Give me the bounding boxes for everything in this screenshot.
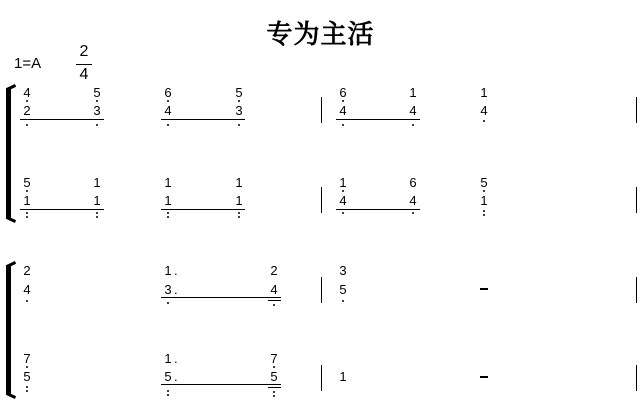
augmentation-dot: . — [174, 263, 178, 278]
note: 5 — [93, 85, 101, 100]
rest-dash — [480, 376, 488, 378]
note: 4 — [339, 193, 347, 208]
beam-underline — [161, 297, 281, 298]
note: 6 — [164, 85, 172, 100]
octave-dot — [483, 214, 485, 216]
octave-dot — [96, 212, 98, 214]
bracket-tip-top — [6, 84, 16, 91]
note: 1 — [93, 193, 101, 208]
octave-dot — [167, 394, 169, 396]
beam-underline — [161, 209, 245, 210]
page-title: 专为主活 — [266, 20, 375, 50]
bar-line — [636, 277, 637, 303]
note: 5 — [339, 282, 347, 297]
note: 1 — [480, 85, 488, 100]
note: 1 — [235, 175, 243, 190]
note: 5 — [23, 369, 31, 384]
note: 7 — [270, 351, 278, 366]
beam-underline — [336, 209, 420, 210]
octave-dot — [26, 212, 28, 214]
octave-dot — [26, 386, 28, 388]
bar-line — [321, 187, 322, 213]
note: 4 — [23, 282, 31, 297]
octave-dot — [96, 100, 98, 102]
bracket-tip-bottom — [6, 216, 16, 223]
octave-dot — [483, 190, 485, 192]
octave-dot — [483, 210, 485, 212]
octave-dot — [273, 304, 275, 306]
note: 5 — [23, 175, 31, 190]
time-signature-bottom: 4 — [79, 66, 89, 83]
octave-dot — [26, 366, 28, 368]
octave-dot — [412, 124, 414, 126]
bracket-tip-bottom — [6, 392, 16, 399]
note: 1 — [480, 193, 488, 208]
rest-dash — [480, 288, 488, 290]
octave-dot — [342, 212, 344, 214]
bar-line — [321, 277, 322, 303]
note: 3 — [93, 103, 101, 118]
octave-dot — [342, 124, 344, 126]
note: 3 — [339, 263, 347, 278]
augmentation-dot: . — [174, 282, 178, 297]
note: 1 — [339, 175, 347, 190]
bracket-tip-top — [6, 261, 16, 268]
note: 4 — [339, 103, 347, 118]
note: 3 — [235, 103, 243, 118]
note: 5 — [164, 369, 172, 384]
bar-line — [636, 97, 637, 123]
octave-dot — [26, 124, 28, 126]
note: 1 — [339, 369, 347, 384]
note: 4 — [409, 193, 417, 208]
beam-underline — [268, 300, 281, 301]
octave-dot — [167, 390, 169, 392]
octave-dot — [167, 216, 169, 218]
note: 2 — [23, 263, 31, 278]
octave-dot — [26, 190, 28, 192]
octave-dot — [342, 190, 344, 192]
octave-dot — [167, 302, 169, 304]
octave-dot — [26, 390, 28, 392]
bar-line — [636, 187, 637, 213]
note: 1 — [235, 193, 243, 208]
system-bracket — [6, 88, 11, 218]
augmentation-dot: . — [174, 369, 178, 384]
octave-dot — [273, 391, 275, 393]
octave-dot — [167, 212, 169, 214]
note: 4 — [23, 85, 31, 100]
octave-dot — [342, 300, 344, 302]
note: 5 — [235, 85, 243, 100]
octave-dot — [273, 366, 275, 368]
note: 1 — [164, 351, 172, 366]
time-signature-top: 2 — [79, 43, 89, 60]
octave-dot — [96, 124, 98, 126]
note: 5 — [270, 369, 278, 384]
note: 1 — [164, 263, 172, 278]
bar-line — [636, 365, 637, 391]
note: 6 — [339, 85, 347, 100]
octave-dot — [167, 100, 169, 102]
octave-dot — [167, 124, 169, 126]
note: 3 — [164, 282, 172, 297]
beam-underline — [20, 119, 104, 120]
note: 2 — [23, 103, 31, 118]
octave-dot — [238, 212, 240, 214]
beam-underline — [20, 209, 104, 210]
octave-dot — [26, 100, 28, 102]
note: 1 — [23, 193, 31, 208]
note: 1 — [164, 193, 172, 208]
note: 4 — [270, 282, 278, 297]
octave-dot — [238, 100, 240, 102]
beam-underline — [161, 119, 245, 120]
beam-underline — [336, 119, 420, 120]
note: 1 — [164, 175, 172, 190]
octave-dot — [96, 216, 98, 218]
note: 7 — [23, 351, 31, 366]
beam-underline — [161, 384, 281, 385]
note: 5 — [480, 175, 488, 190]
note: 4 — [164, 103, 172, 118]
octave-dot — [483, 120, 485, 122]
octave-dot — [238, 216, 240, 218]
beam-underline — [268, 387, 281, 388]
note: 4 — [480, 103, 488, 118]
note: 4 — [409, 103, 417, 118]
octave-dot — [26, 300, 28, 302]
note: 1 — [93, 175, 101, 190]
note: 2 — [270, 263, 278, 278]
bar-line — [321, 97, 322, 123]
time-signature-line — [76, 64, 92, 65]
note: 1 — [409, 85, 417, 100]
octave-dot — [342, 100, 344, 102]
key-signature: 1=A — [14, 55, 42, 72]
octave-dot — [238, 124, 240, 126]
octave-dot — [26, 216, 28, 218]
octave-dot — [412, 212, 414, 214]
octave-dot — [273, 395, 275, 397]
bar-line — [321, 365, 322, 391]
system-bracket — [6, 265, 11, 395]
augmentation-dot: . — [174, 351, 178, 366]
note: 6 — [409, 175, 417, 190]
